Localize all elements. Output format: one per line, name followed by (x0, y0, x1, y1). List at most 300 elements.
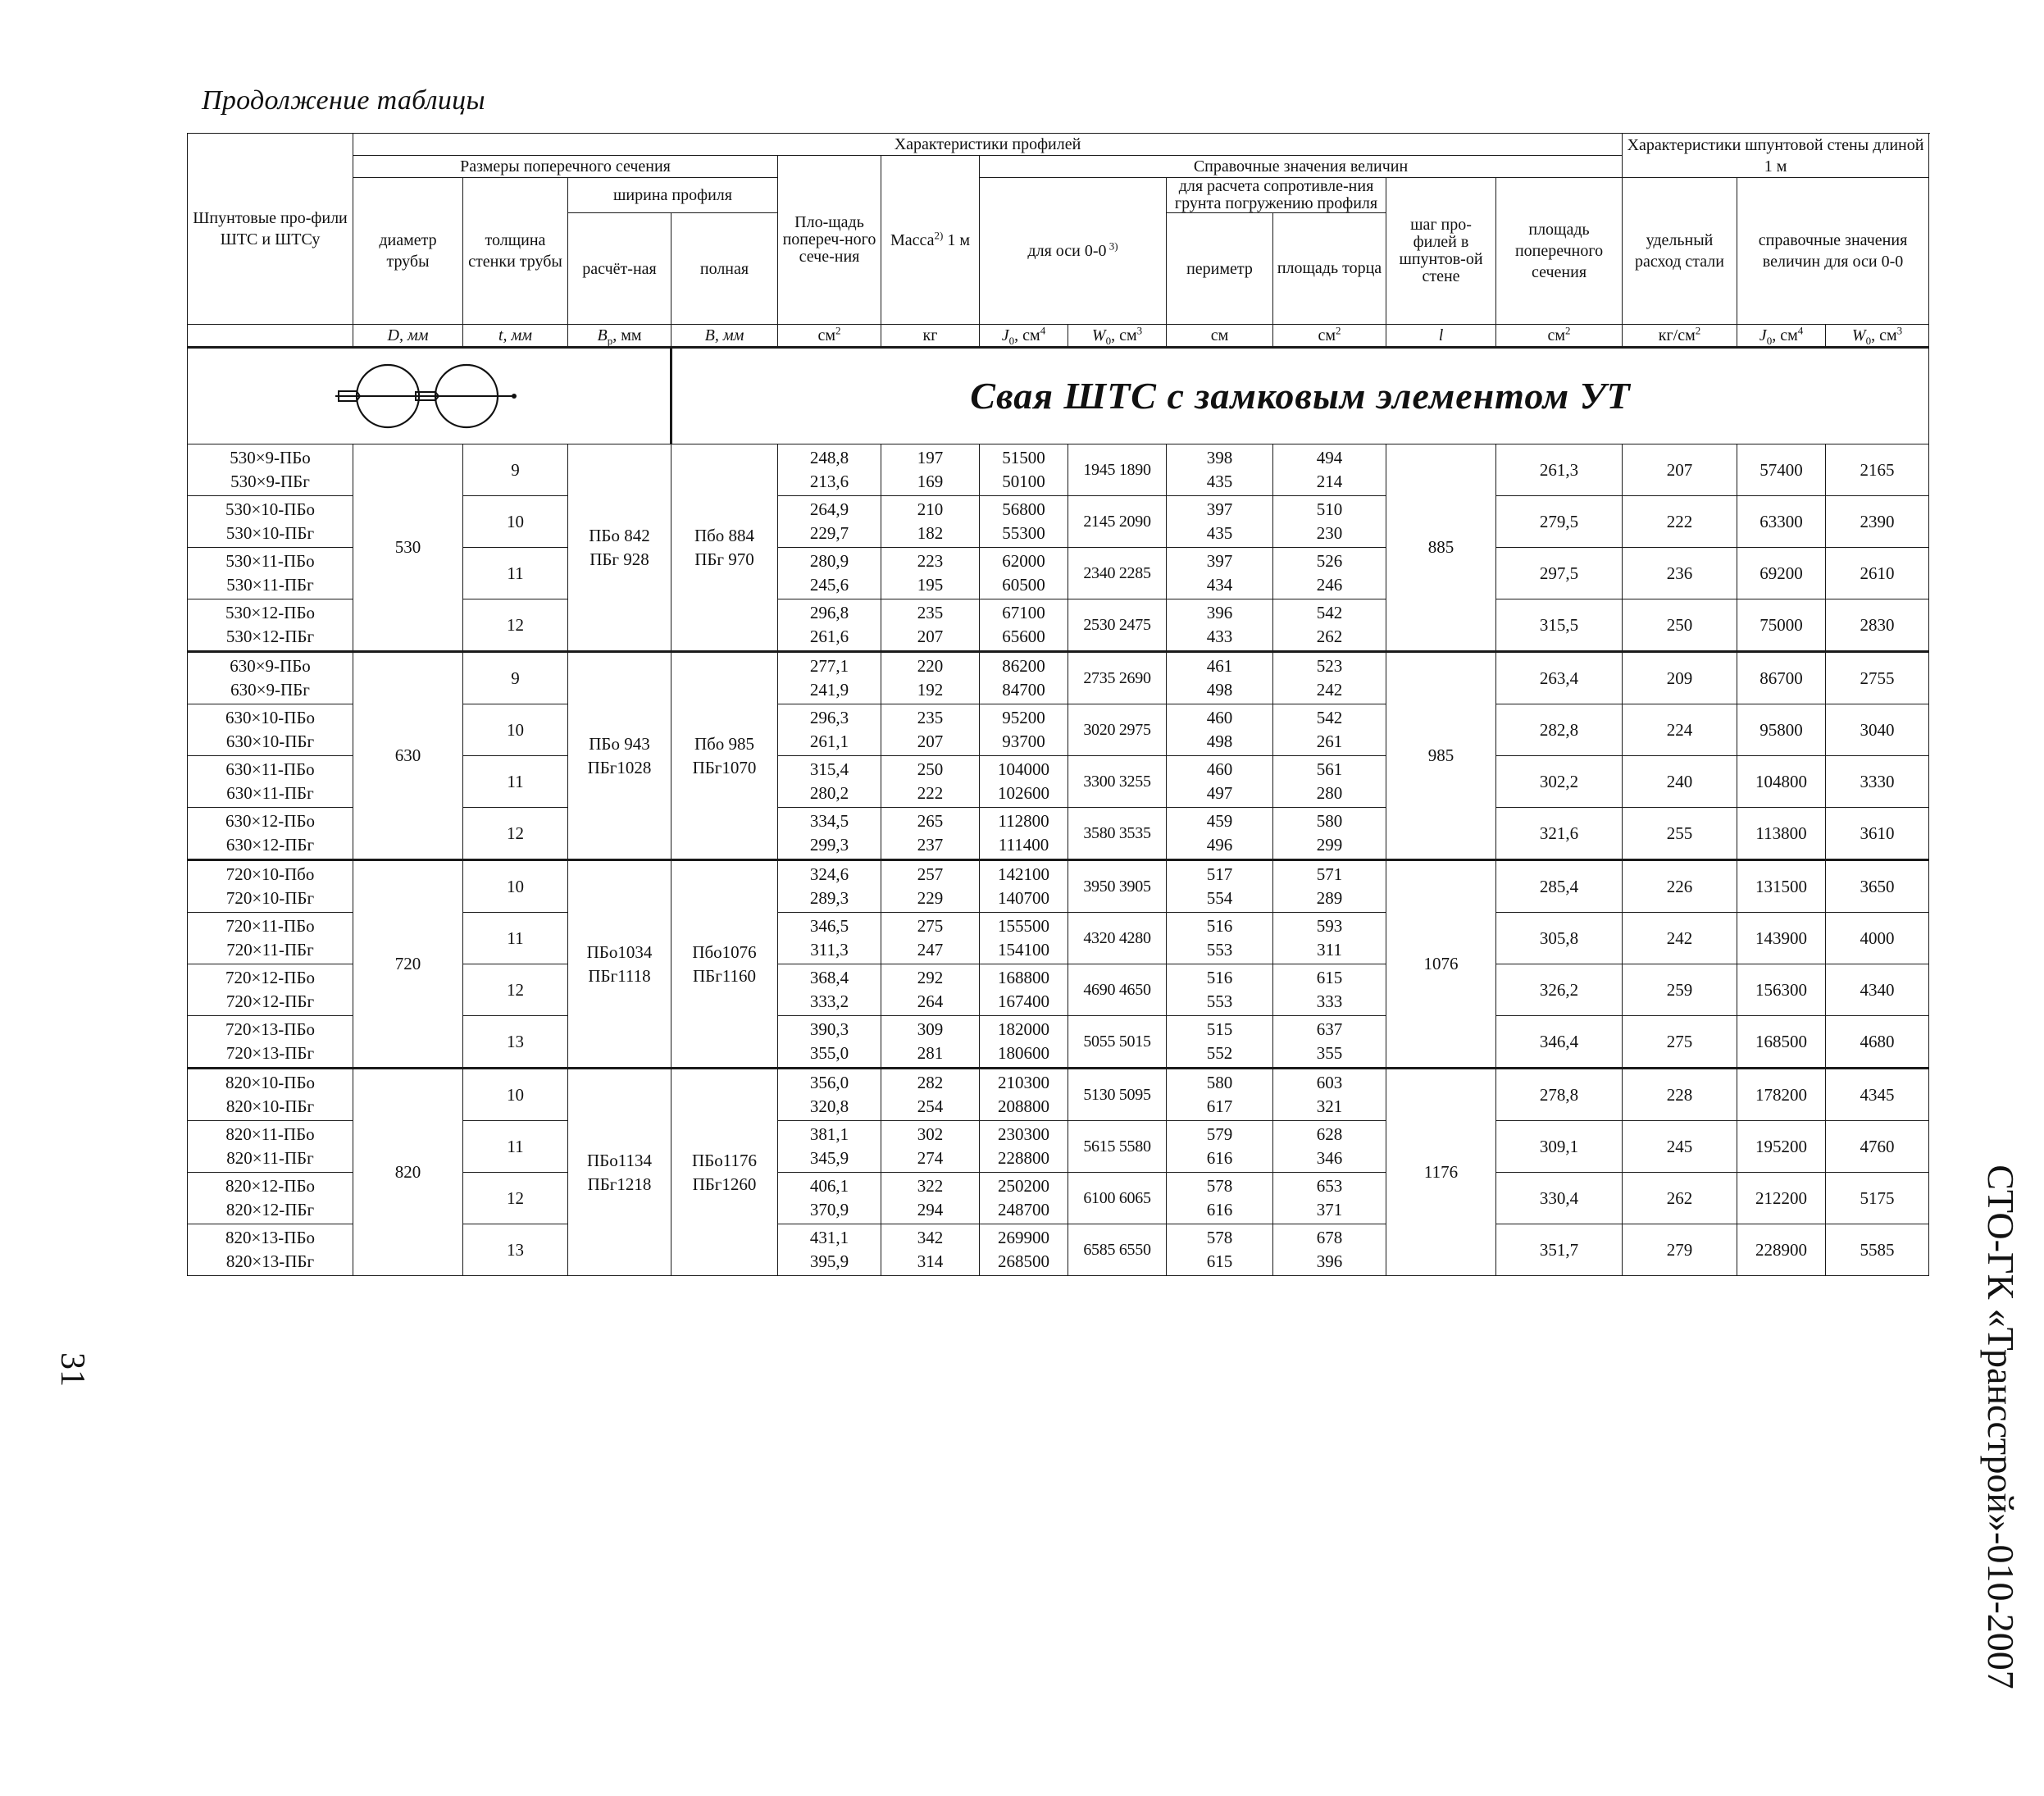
width-calc-bottom: ПБг 928 (590, 549, 649, 569)
j-top: 56800 (1002, 499, 1045, 519)
pile-section-drawing (188, 348, 671, 444)
profile-name-bottom: 630×10-ПБг (225, 732, 315, 751)
profile-name-bottom: 820×12-ПБг (225, 1200, 315, 1219)
j-bottom: 93700 (1002, 732, 1045, 751)
j-top: 168800 (998, 968, 1049, 987)
end-area-cell (1273, 1173, 1386, 1224)
width-calc-top: ПБо1034 (586, 941, 653, 962)
profile-name-top: 720×12-ПБо (225, 968, 316, 987)
mass-bottom: 237 (917, 835, 944, 855)
mass-bottom: 195 (917, 575, 944, 595)
perimeter-top: 459 (1206, 811, 1233, 831)
header-profile: Шпунтовые про-фили ШТС и ШТСу (188, 134, 353, 325)
wall-area-cell: 346,4 (1496, 1016, 1623, 1069)
profile-name-top: 630×11-ПБо (225, 759, 315, 779)
w-cell: 3580 3535 (1068, 808, 1167, 860)
wall-w-cell: 4760 (1826, 1121, 1929, 1173)
profile-name-top: 530×10-ПБо (225, 499, 316, 519)
unit-wall-w-sub: 0 (1865, 335, 1872, 347)
header-axis-footnote: 3) (1106, 239, 1118, 253)
mass-bottom: 192 (917, 680, 944, 700)
steel-use-cell: 228 (1623, 1069, 1737, 1121)
mass-bottom: 247 (917, 940, 944, 960)
profile-name-cell (188, 652, 353, 704)
wall-w-cell: 2390 (1826, 496, 1929, 548)
profile-name-bottom: 530×10-ПБг (225, 523, 315, 543)
profile-name-cell (188, 496, 353, 548)
mass-cell (881, 964, 980, 1016)
perimeter-cell (1167, 1121, 1273, 1173)
j-bottom: 84700 (1002, 680, 1045, 700)
profile-name-bottom: 530×9-ПБг (230, 472, 310, 491)
table-row (188, 860, 1929, 913)
header-characteristics: Характеристики профилей (353, 134, 1623, 156)
j-cell (980, 1173, 1068, 1224)
thickness-cell: 11 (463, 913, 568, 964)
unit-wall-w-symbol: W (1851, 326, 1866, 344)
wall-w-cell: 5175 (1826, 1173, 1929, 1224)
header-wall-thickness: толщина стенки трубы (463, 178, 568, 325)
wall-j-cell: 75000 (1737, 599, 1826, 652)
perimeter-bottom: 615 (1206, 1251, 1233, 1271)
width-calc-bottom: ПБг1218 (587, 1174, 652, 1194)
j-top: 250200 (998, 1176, 1049, 1196)
width-full-top: Пбо 985 (694, 733, 755, 754)
j-top: 269900 (998, 1228, 1049, 1247)
end-area-cell (1273, 913, 1386, 964)
profile-name-bottom: 630×9-ПБг (230, 680, 310, 700)
perimeter-bottom: 496 (1206, 835, 1233, 855)
thickness-cell: 10 (463, 704, 568, 756)
end-area-bottom: 242 (1316, 680, 1343, 700)
perimeter-bottom: 435 (1206, 472, 1233, 491)
perimeter-bottom: 553 (1206, 991, 1233, 1011)
area-bottom: 370,9 (809, 1200, 849, 1219)
mass-bottom: 274 (917, 1148, 944, 1168)
end-area-top: 653 (1316, 1176, 1343, 1196)
wall-j-cell: 156300 (1737, 964, 1826, 1016)
area-bottom: 395,9 (809, 1251, 849, 1271)
unit-end-area (1273, 325, 1386, 348)
table-row (188, 652, 1929, 704)
unit-wall-w-unit: , см (1871, 326, 1897, 344)
mass-cell (881, 704, 980, 756)
table-row (188, 444, 1929, 496)
wall-area-cell: 278,8 (1496, 1069, 1623, 1121)
thickness-cell: 9 (463, 444, 568, 496)
mass-top: 302 (917, 1124, 944, 1144)
standard-code-label: СТО-ГК «Трансстрой»-010-2007 (1980, 1165, 2022, 1689)
perimeter-cell (1167, 652, 1273, 704)
unit-wall-area-base: см (1547, 326, 1566, 344)
area-top: 346,5 (809, 916, 849, 936)
j-bottom: 208800 (998, 1096, 1049, 1116)
area-top: 296,8 (809, 603, 849, 622)
perimeter-top: 397 (1206, 499, 1233, 519)
end-area-bottom: 280 (1316, 783, 1343, 803)
profile-name-cell (188, 808, 353, 860)
profile-name-cell (188, 599, 353, 652)
header-step: шаг про-филей в шпунтов-ой стене (1386, 178, 1496, 325)
area-bottom: 299,3 (809, 835, 849, 855)
wall-area-cell: 279,5 (1496, 496, 1623, 548)
perimeter-bottom: 616 (1206, 1148, 1233, 1168)
header-width-full: полная (671, 213, 778, 325)
unit-j-unit: , см (1014, 326, 1040, 344)
thickness-cell: 11 (463, 1121, 568, 1173)
end-area-cell (1273, 704, 1386, 756)
j-top: 182000 (998, 1019, 1049, 1039)
unit-diameter: D, мм (353, 325, 463, 348)
width-calc-bottom: ПБг1118 (588, 965, 651, 986)
header-area: Пло-щадь попереч-ного сече-ния (778, 156, 881, 325)
perimeter-top: 516 (1206, 916, 1233, 936)
mass-top: 257 (917, 864, 944, 884)
j-bottom: 65600 (1002, 627, 1045, 646)
width-calc-top: ПБо1134 (587, 1150, 652, 1170)
area-cell (778, 444, 881, 496)
header-mass-suffix: 1 м (943, 230, 971, 249)
wall-w-cell: 4340 (1826, 964, 1929, 1016)
perimeter-top: 396 (1206, 603, 1233, 622)
w-cell: 6585 6550 (1068, 1224, 1167, 1276)
profile-name-cell (188, 1016, 353, 1069)
banner-section (188, 348, 1929, 444)
area-cell (778, 599, 881, 652)
j-top: 155500 (998, 916, 1049, 936)
mass-cell (881, 548, 980, 599)
perimeter-top: 517 (1206, 864, 1233, 884)
diameter-cell: 820 (353, 1069, 463, 1276)
unit-area (778, 325, 881, 348)
area-top: 334,5 (809, 811, 849, 831)
area-bottom: 280,2 (809, 783, 849, 803)
area-top: 406,1 (809, 1176, 849, 1196)
wall-area-cell: 315,5 (1496, 599, 1623, 652)
header-mass (881, 156, 980, 325)
perimeter-bottom: 435 (1206, 523, 1233, 543)
wall-j-cell: 86700 (1737, 652, 1826, 704)
thickness-cell: 13 (463, 1224, 568, 1276)
area-top: 277,1 (809, 656, 849, 676)
steel-use-cell: 224 (1623, 704, 1737, 756)
wall-w-cell: 5585 (1826, 1224, 1929, 1276)
profile-name-bottom: 530×11-ПБг (226, 575, 314, 595)
profile-name-bottom: 630×12-ПБг (225, 835, 315, 855)
mass-top: 265 (917, 811, 944, 831)
step-cell: 1076 (1386, 860, 1496, 1069)
steel-use-cell: 279 (1623, 1224, 1737, 1276)
unit-j-sub: 0 (1008, 335, 1015, 347)
wall-j-cell: 104800 (1737, 756, 1826, 808)
j-cell (980, 1224, 1068, 1276)
mass-bottom: 264 (917, 991, 944, 1011)
profile-name-cell (188, 756, 353, 808)
perimeter-top: 578 (1206, 1176, 1233, 1196)
width-full-top: Пбо1076 (692, 941, 757, 962)
perimeter-cell (1167, 964, 1273, 1016)
profile-name-top: 630×9-ПБо (230, 656, 311, 676)
area-bottom: 261,1 (809, 732, 849, 751)
end-area-cell (1273, 444, 1386, 496)
end-area-top: 571 (1316, 864, 1343, 884)
area-top: 381,1 (809, 1124, 849, 1144)
end-area-top: 542 (1316, 708, 1343, 727)
j-top: 104000 (998, 759, 1049, 779)
wall-w-cell: 3610 (1826, 808, 1929, 860)
wall-j-cell: 113800 (1737, 808, 1826, 860)
header-diameter: диаметр трубы (353, 178, 463, 325)
w-cell: 1945 1890 (1068, 444, 1167, 496)
j-cell (980, 756, 1068, 808)
profile-name-top: 630×12-ПБо (225, 811, 316, 831)
profile-name-bottom: 720×11-ПБг (226, 940, 314, 960)
mass-top: 292 (917, 968, 944, 987)
steel-use-cell: 222 (1623, 496, 1737, 548)
profile-name-cell (188, 1173, 353, 1224)
area-top: 264,9 (809, 499, 849, 519)
page-number: 31 (53, 1352, 91, 1387)
area-bottom: 289,3 (809, 888, 849, 908)
j-cell (980, 1121, 1068, 1173)
mass-cell (881, 808, 980, 860)
table-continuation-caption: Продолжение таблицы (202, 85, 485, 116)
end-area-top: 542 (1316, 603, 1343, 622)
steel-use-cell: 275 (1623, 1016, 1737, 1069)
mass-bottom: 229 (917, 888, 944, 908)
mass-bottom: 281 (917, 1043, 944, 1063)
lock-end-shape (512, 394, 517, 399)
end-area-top: 494 (1316, 448, 1343, 467)
unit-wall-area-sup: 2 (1565, 324, 1571, 337)
mass-bottom: 314 (917, 1251, 944, 1271)
width-calc-cell (568, 1069, 671, 1276)
steel-use-cell: 240 (1623, 756, 1737, 808)
end-area-cell (1273, 964, 1386, 1016)
width-full-bottom: ПБг 970 (694, 549, 754, 569)
sheet-pile-profiles-table (187, 133, 1929, 1276)
profile-name-bottom: 530×12-ПБг (225, 627, 315, 646)
w-cell: 4690 4650 (1068, 964, 1167, 1016)
profile-name-cell (188, 913, 353, 964)
perimeter-cell (1167, 1069, 1273, 1121)
wall-area-cell: 302,2 (1496, 756, 1623, 808)
unit-end-area-base: см (1318, 326, 1336, 344)
perimeter-bottom: 498 (1206, 680, 1233, 700)
end-area-cell (1273, 1121, 1386, 1173)
mass-cell (881, 1224, 980, 1276)
unit-j (980, 325, 1068, 348)
wall-w-cell: 3040 (1826, 704, 1929, 756)
area-top: 356,0 (809, 1073, 849, 1092)
width-full-bottom: ПБг1260 (692, 1174, 757, 1194)
mass-bottom: 294 (917, 1200, 944, 1219)
width-full-bottom: ПБг1160 (692, 965, 757, 986)
area-top: 296,3 (809, 708, 849, 727)
steel-use-cell: 255 (1623, 808, 1737, 860)
wall-area-cell: 351,7 (1496, 1224, 1623, 1276)
wall-w-cell: 2610 (1826, 548, 1929, 599)
profile-name-bottom: 630×11-ПБг (226, 783, 314, 803)
j-top: 230300 (998, 1124, 1049, 1144)
perimeter-top: 578 (1206, 1228, 1233, 1247)
mass-cell (881, 444, 980, 496)
mass-cell (881, 1069, 980, 1121)
perimeter-top: 515 (1206, 1019, 1233, 1039)
area-top: 431,1 (809, 1228, 849, 1247)
end-area-top: 603 (1316, 1073, 1343, 1092)
unit-area-sup: 2 (835, 324, 841, 337)
mass-top: 309 (917, 1019, 944, 1039)
end-area-bottom: 230 (1316, 523, 1343, 543)
end-area-top: 637 (1316, 1019, 1343, 1039)
end-area-bottom: 246 (1316, 575, 1343, 595)
unit-w (1068, 325, 1167, 348)
end-area-top: 561 (1316, 759, 1343, 779)
w-cell: 2530 2475 (1068, 599, 1167, 652)
wall-area-cell: 309,1 (1496, 1121, 1623, 1173)
steel-use-cell: 250 (1623, 599, 1737, 652)
unit-area-base: см (817, 326, 836, 344)
profile-name-bottom: 820×11-ПБг (226, 1148, 314, 1168)
j-bottom: 180600 (998, 1043, 1049, 1063)
mass-cell (881, 860, 980, 913)
mass-cell (881, 756, 980, 808)
mass-top: 223 (917, 551, 944, 571)
thickness-cell: 10 (463, 1069, 568, 1121)
perimeter-top: 460 (1206, 708, 1233, 727)
table-header (188, 134, 1929, 348)
thickness-cell: 12 (463, 964, 568, 1016)
area-bottom: 333,2 (809, 991, 849, 1011)
profile-name-cell (188, 444, 353, 496)
wall-j-cell: 63300 (1737, 496, 1826, 548)
perimeter-bottom: 434 (1206, 575, 1233, 595)
step-cell: 985 (1386, 652, 1496, 860)
end-area-cell (1273, 808, 1386, 860)
profile-name-bottom: 720×10-ПБг (225, 888, 315, 908)
j-top: 210300 (998, 1073, 1049, 1092)
end-area-bottom: 355 (1316, 1043, 1343, 1063)
j-top: 67100 (1002, 603, 1045, 622)
unit-profile (188, 325, 353, 348)
wall-j-cell: 168500 (1737, 1016, 1826, 1069)
width-calc-cell (568, 444, 671, 652)
perimeter-bottom: 497 (1206, 783, 1233, 803)
area-bottom: 345,9 (809, 1148, 849, 1168)
area-cell (778, 913, 881, 964)
area-cell (778, 548, 881, 599)
unit-steel-sup: 2 (1695, 324, 1701, 337)
end-area-cell (1273, 1016, 1386, 1069)
w-cell: 2145 2090 (1068, 496, 1167, 548)
area-cell (778, 704, 881, 756)
mass-top: 342 (917, 1228, 944, 1247)
profile-name-top: 820×10-ПБо (225, 1073, 316, 1092)
wall-area-cell: 330,4 (1496, 1173, 1623, 1224)
header-wall-reference: справочные значения величин для оси 0-0 (1737, 178, 1929, 325)
steel-use-cell: 207 (1623, 444, 1737, 496)
j-cell (980, 548, 1068, 599)
wall-w-cell: 4680 (1826, 1016, 1929, 1069)
wall-w-cell: 3330 (1826, 756, 1929, 808)
unit-width-calc (568, 325, 671, 348)
area-cell (778, 496, 881, 548)
area-bottom: 261,6 (809, 627, 849, 646)
perimeter-top: 460 (1206, 759, 1233, 779)
j-bottom: 50100 (1002, 472, 1045, 491)
mass-bottom: 207 (917, 627, 944, 646)
perimeter-cell (1167, 808, 1273, 860)
units-row (188, 325, 1929, 348)
unit-steel-use (1623, 325, 1737, 348)
perimeter-bottom: 616 (1206, 1200, 1233, 1219)
perimeter-top: 397 (1206, 551, 1233, 571)
header-axis-text: для оси 0-0 (1027, 242, 1107, 260)
unit-perimeter: см (1167, 325, 1273, 348)
header-cross-section: Размеры поперечного сечения (353, 156, 778, 178)
area-cell (778, 1016, 881, 1069)
wall-area-cell: 297,5 (1496, 548, 1623, 599)
thickness-cell: 10 (463, 496, 568, 548)
width-full-top: ПБо1176 (692, 1150, 757, 1170)
steel-use-cell: 245 (1623, 1121, 1737, 1173)
unit-wall-w-sup: 3 (1896, 324, 1903, 337)
mass-cell (881, 913, 980, 964)
end-area-bottom: 262 (1316, 627, 1343, 646)
profile-name-cell (188, 1224, 353, 1276)
area-cell (778, 756, 881, 808)
end-area-top: 628 (1316, 1124, 1343, 1144)
width-calc-cell (568, 652, 671, 860)
profile-name-top: 530×11-ПБо (225, 551, 315, 571)
thickness-cell: 11 (463, 548, 568, 599)
j-top: 51500 (1002, 448, 1045, 467)
area-top: 368,4 (809, 968, 849, 987)
wall-w-cell: 3650 (1826, 860, 1929, 913)
perimeter-cell (1167, 496, 1273, 548)
width-calc-cell (568, 860, 671, 1069)
j-bottom: 268500 (998, 1251, 1049, 1271)
j-cell (980, 599, 1068, 652)
j-cell (980, 808, 1068, 860)
area-cell (778, 1121, 881, 1173)
area-top: 280,9 (809, 551, 849, 571)
header-steel-use: удельный расход стали (1623, 178, 1737, 325)
width-calc-top: ПБо 842 (589, 525, 650, 545)
diameter-cell: 630 (353, 652, 463, 860)
unit-width-calc-unit: , мм (612, 326, 642, 344)
profile-name-top: 530×12-ПБо (225, 603, 316, 622)
mass-cell (881, 496, 980, 548)
profile-name-top: 820×13-ПБо (225, 1228, 316, 1247)
end-area-bottom: 371 (1316, 1200, 1343, 1219)
area-cell (778, 860, 881, 913)
w-cell: 5055 5015 (1068, 1016, 1167, 1069)
unit-w-sup: 3 (1136, 324, 1143, 337)
wall-j-cell: 178200 (1737, 1069, 1826, 1121)
diameter-cell: 530 (353, 444, 463, 652)
mass-top: 322 (917, 1176, 944, 1196)
mass-top: 282 (917, 1073, 944, 1092)
wall-j-cell: 131500 (1737, 860, 1826, 913)
w-cell: 5615 5580 (1068, 1121, 1167, 1173)
j-top: 95200 (1002, 708, 1045, 727)
steel-use-cell: 242 (1623, 913, 1737, 964)
unit-wall-j (1737, 325, 1826, 348)
wall-j-cell: 69200 (1737, 548, 1826, 599)
j-cell (980, 1016, 1068, 1069)
